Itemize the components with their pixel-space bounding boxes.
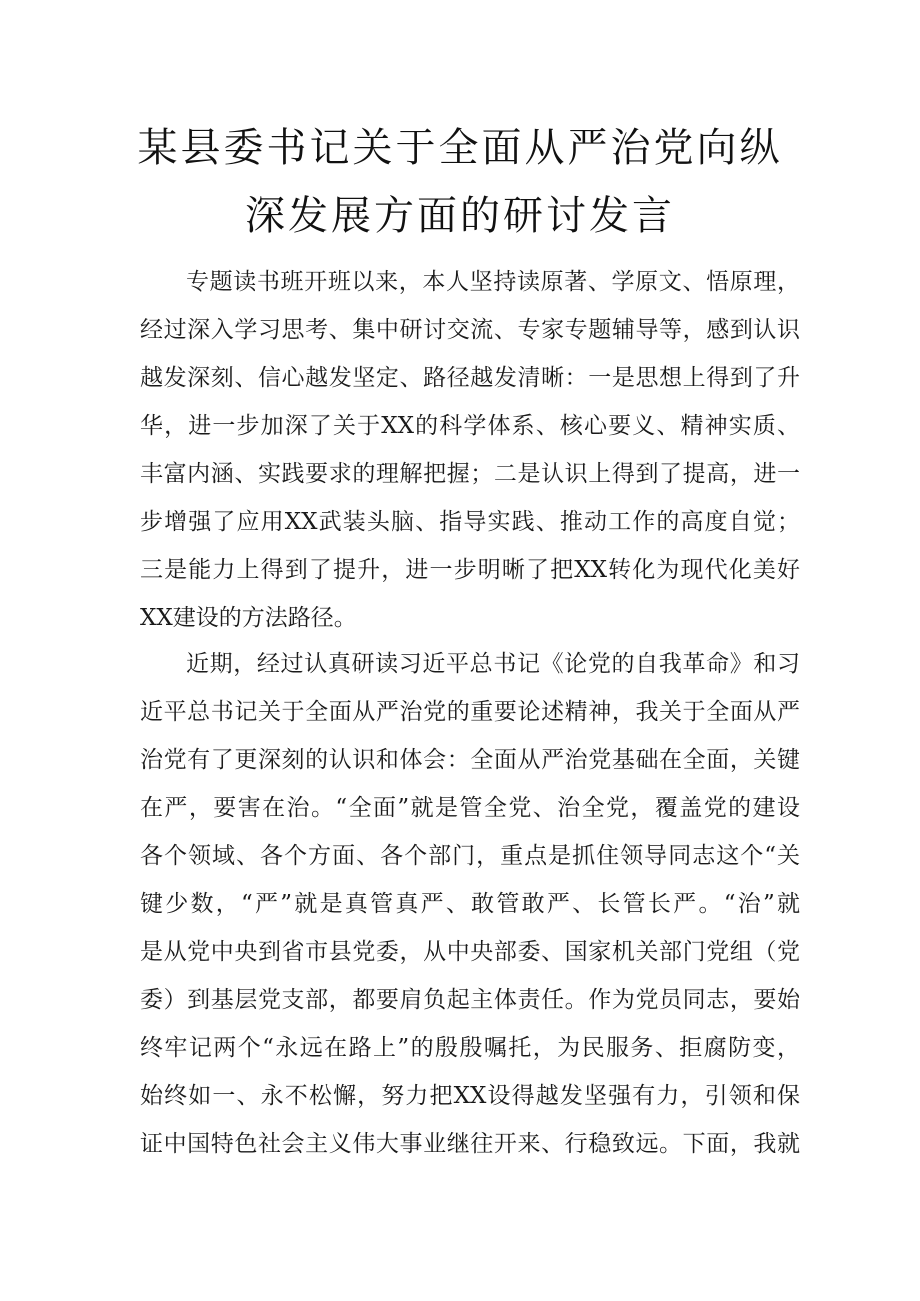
paragraph-line: XX建设的方法路径。 [140,605,357,631]
paragraph-line: 华，进一步加深了关于XX的科学体系、核心要义、精神实质、 [140,413,800,439]
paragraph-line: 终牢记两个“永远在路上”的殷殷嘱托，为民服务、拒腐防变， [140,1035,800,1061]
paragraph-line: 丰富内涵、实践要求的理解把握；二是认识上得到了提高，进一 [140,461,800,487]
document-title-line-2: 深发展方面的研讨发言 [245,193,675,239]
paragraph-line: 三是能力上得到了提升，进一步明晰了把XX转化为现代化美好 [140,557,800,583]
paragraph-line: 专题读书班开班以来，本人坚持读原著、学原文、悟原理， [186,269,800,295]
paragraph-line: 近期，经过认真研读习近平总书记《论党的自我革命》和习 [186,651,800,677]
paragraph-line: 经过深入学习思考、集中研讨交流、专家专题辅导等，感到认识 [140,317,800,343]
paragraph-line: 越发深刻、信心越发坚定、路径越发清晰：一是思想上得到了升 [140,365,800,391]
paragraph-line: 近平总书记关于全面从严治党的重要论述精神，我关于全面从严 [140,699,800,725]
paragraph-line: 键少数，“严”就是真管真严、敢管敢严、长管长严。“治”就 [140,891,800,917]
paragraph-line: 各个领域、各个方面、各个部门，重点是抓住领导同志这个“关 [140,843,800,869]
paragraph-line: 在严，要害在治。“全面”就是管全党、治全党，覆盖党的建设 [140,795,800,821]
paragraph-line: 步增强了应用XX武装头脑、指导实践、推动工作的高度自觉； [140,509,800,535]
paragraph-line: 证中国特色社会主义伟大事业继往开来、行稳致远。下面，我就 [140,1131,800,1157]
paragraph-line: 是从党中央到省市县党委，从中央部委、国家机关部门党组（党 [140,939,800,965]
document-title-line-1: 某县委书记关于全面从严治党向纵 [137,125,783,171]
paragraph-line: 委）到基层党支部，都要肩负起主体责任。作为党员同志，要始 [140,987,800,1013]
paragraph-line: 始终如一、永不松懈，努力把XX设得越发坚强有力，引领和保 [140,1083,800,1109]
paragraph-line: 治党有了更深刻的认识和体会：全面从严治党基础在全面，关键 [140,747,800,773]
